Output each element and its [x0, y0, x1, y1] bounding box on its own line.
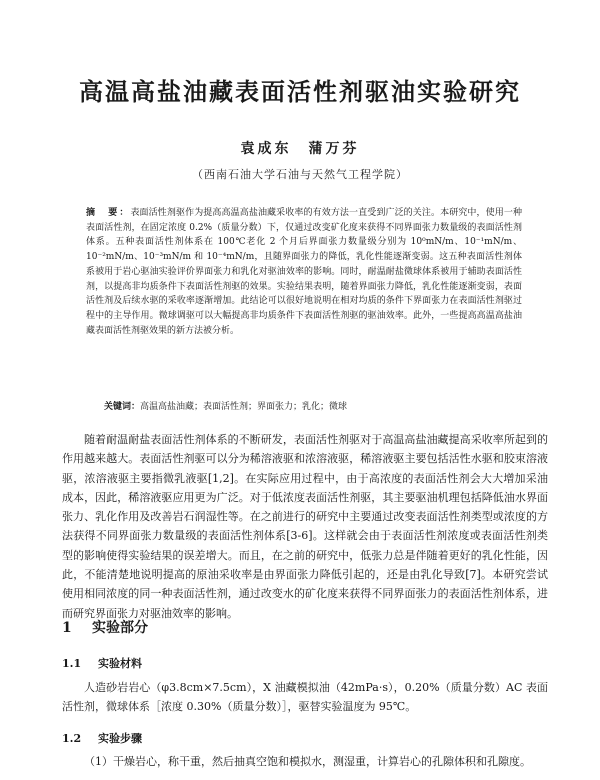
- keywords: [104, 400, 522, 414]
- keywords-text: 高温高盐油藏；表面活性剂；界面张力；乳化；微球: [140, 402, 348, 412]
- abstract: [86, 206, 522, 338]
- subsection-heading-1-2: [62, 730, 142, 746]
- subsection-number: 1.2: [62, 732, 82, 745]
- subsection-number: 1.1: [62, 657, 82, 670]
- paper-title: 高温高盐油藏表面活性剂驱油实验研究: [79, 77, 521, 106]
- intro-paragraph: 随着耐温耐盐表面活性剂体系的不断研发，表面活性剂驱对于高温高盐油藏提高采收率所起到的作用越来越大。表面活性剂驱可以分为稀溶液驱和浓溶液驱，稀溶液驱主要包括活性水驱和胶束溶液驱，浓溶液驱主要指微乳液驱[1,2]。在实际应用过程中，由于高浓度的表面活性剂会大大增加采油成本，因此，稀溶液驱应用更为广泛。对于低浓度表面活性剂驱，其主要驱油机理包括降低油水界面张力、乳化作用及改善岩石润湿性等。在之前进行的研究中主要通过改变表面活性剂类型或浓度的方法获得不同界面张力数量级的表面活性剂体系[3-6]。这样就会由于表面活性剂浓度或表面活性剂类型的影响使得实验结果的误差增大。而且，在之前的研究中，低张力总是伴随着更好的乳化性能，因此，不能清楚地说明提高的原油采收率是由界面张力降低引起的，还是由乳化导致[7]。本研究尝试使用相同浓度的同一种表面活性剂，通过改变水的矿化度来获得不同界面张力的表面活性剂体系，进而研究界面张力对驱油效率的影响。: [62, 433, 548, 620]
- affiliation: （西南石油大学石油与天然气工程学院）: [192, 168, 408, 181]
- authors: 袁成东 蒲万芬: [240, 141, 360, 157]
- section-title: 实验部分: [92, 620, 148, 636]
- abstract-text: 表面活性剂驱作为提高高温高盐油藏采收率的有效方法一直受到广泛的关注。本研究中，使用一种表面活性剂，在固定浓度 0.2%（质量分数）下，仅通过改变矿化度来获得不同界面张力数量级的表面活性剂体系。五种表面活性剂体系在 100℃老化 2 个月后界面张力数量级分别为 10⁰mN/m、10⁻¹mN/m、10⁻²mN/m、10⁻³mN/m 和 10⁻⁴mN/m，且随界面张力的降低，乳化性能逐渐变弱。这五种表面活性剂体系被用于岩心驱油实验评价界面张力和乳化对驱油效率的影响。同时，耐温耐盐微球体系被用于辅助表面活性剂，以提高非均质条件下表面活性剂驱的效果。实验结果表明，随着界面张力降低，乳化性能逐渐变弱，表面活性剂及后续水驱的采收率逐渐增加。此结论可以很好地说明在相对均质的条件下界面张力在表面活性剂驱过程中的主导作用。微球调驱可以大幅提高非均质条件下表面活性剂驱的驱油效率。此外，一些提高高温高盐油藏表面活性剂驱效果的新方法被分析。: [86, 208, 522, 336]
- subsection-title: 实验步骤: [98, 732, 142, 745]
- subsection-heading-1-1: [62, 655, 142, 671]
- steps-paragraph: （1）干燥岩心，称干重，然后抽真空饱和模拟水，测湿重，计算岩心的孔隙体积和孔隙度。: [84, 755, 531, 768]
- keywords-label: 关键词：: [104, 402, 141, 412]
- materials-paragraph: 人造砂岩岩心（φ3.8cm×7.5cm），X 油藏模拟油（42mPa·s），0.20%（质量分数）AC 表面活性剂，微球体系［浓度 0.30%（质量分数）］，驱替实验温度为 95℃。: [62, 681, 548, 713]
- subsection-title: 实验材料: [98, 657, 142, 670]
- abstract-label: 摘 要：: [86, 208, 131, 218]
- section-number: 1: [62, 620, 72, 636]
- section-heading-1: [62, 617, 148, 637]
